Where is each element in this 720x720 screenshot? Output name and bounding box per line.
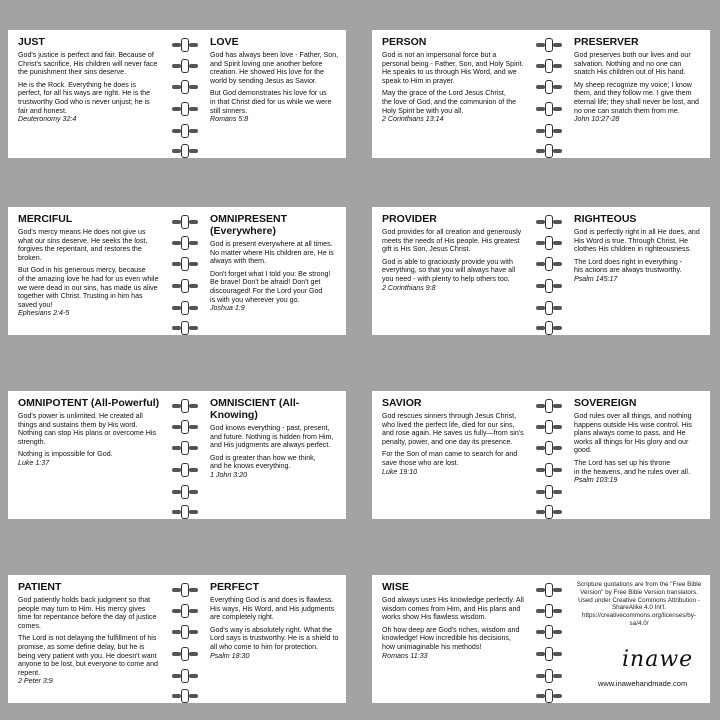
card-face-left (372, 207, 530, 335)
binder-ring-icon (536, 399, 562, 413)
scripture-verse: Oh how deep are God's riches, wisdom and knowledge! How incredible his decisions, how unimaginable his methods! (382, 625, 520, 651)
flash-card (8, 391, 346, 519)
scripture-reference: John 10:27-28 (574, 115, 620, 124)
binder-ring-icon (536, 124, 562, 138)
card-title: SAVIOR (382, 397, 422, 409)
binder-ring-icon (536, 102, 562, 116)
binder-ring-icon (536, 604, 562, 618)
card-description: Everything God is and does is flawless. His ways, His Word, and His judgments are completely right. (210, 596, 335, 622)
flash-card (8, 575, 346, 703)
scripture-reference: Joshua 1:9 (210, 304, 245, 313)
brand-logo: inawe (622, 647, 694, 672)
binder-ring-icon (172, 124, 198, 138)
card-description: God rescues sinners through Jesus Christ, who lived the perfect life, died for our sins, and rose again. He saves us fully—from sin's penalty, power, and one day its presence. (382, 412, 524, 446)
card-title: OMNIPOTENT (All-Powerful) (18, 397, 160, 409)
card-face-right (568, 207, 710, 335)
scripture-reference: Romans 11:33 (382, 651, 428, 660)
binder-ring-icon (536, 689, 562, 703)
binder-ring-icon (536, 144, 562, 158)
binder-ring-icon (172, 647, 198, 661)
scripture-reference: Psalm 18:30 (210, 651, 250, 660)
card-face-left (8, 207, 166, 335)
card-face-right (204, 30, 346, 158)
scripture-reference: Luke 1:37 (18, 458, 50, 467)
card-title: LOVE (210, 36, 239, 48)
binder-ring-icon (536, 215, 562, 229)
binder-ring-icon (172, 215, 198, 229)
binder-ring-icon (172, 669, 198, 683)
card-title: MERCIFUL (18, 213, 73, 225)
binder-ring-icon (172, 102, 198, 116)
scripture-reference: Luke 19:10 (382, 467, 418, 476)
scripture-verse: The Lord has set up his throne in the heavens, and he rules over all. (574, 458, 690, 476)
card-title: SOVEREIGN (574, 397, 637, 409)
binder-ring-icon (172, 144, 198, 158)
binder-ring-icon (536, 59, 562, 73)
scripture-verse: For the Son of man came to search for and save those who are lost. (382, 450, 518, 467)
scripture-verse: God is able to graciously provide you with everything, so that you will always have all you need - with plenty to help others too. (382, 257, 516, 283)
binder-ring-icon (172, 236, 198, 250)
card-face-left (372, 575, 530, 703)
card-title: OMNIPRESENT (Everywhere) (210, 213, 288, 237)
binder-ring-icon (536, 505, 562, 519)
website-url[interactable]: www.inawehandmade.com (598, 679, 688, 688)
binder-ring-icon (172, 441, 198, 455)
scripture-verse: But God in his generous mercy, because of the amazing love he had for us even while we were dead in our sins, has made us alive together with Christ. Trusting in him has saved you! (18, 266, 159, 309)
card-description: God is not an impersonal force but a personal being - Father, Son, and Holy Spirit. He speaks to us through His Word, and we speak to Him in prayer. (382, 51, 524, 85)
binder-ring-icon (536, 236, 562, 250)
spiral-binding (166, 30, 204, 158)
binder-ring-icon (536, 669, 562, 683)
binder-ring-icon (172, 583, 198, 597)
scripture-reference: Psalm 145:17 (574, 274, 618, 283)
card-description: God has always been love - Father, Son, and Spirit loving one another before creation. He showed His love for the world by sending Jesus as Savior. (210, 51, 339, 85)
scripture-reference: Ephesians 2:4-5 (18, 309, 70, 318)
card-description: God is present everywhere at all times. No matter where His children are, He is always with them. (210, 240, 334, 266)
scripture-verse: May the grace of the Lord Jesus Christ, the love of God, and the communion of the Holy Spirit be with you all. (382, 89, 517, 115)
card-description: God's justice is perfect and fair. Because of Christ's sacrifice, His children will never face the punishment their sins deserve. (18, 51, 158, 77)
scripture-reference: 2 Peter 3:9 (18, 677, 53, 686)
scripture-verse: Nothing is impossible for God. (18, 450, 113, 459)
scripture-reference: Romans 5:8 (210, 115, 249, 124)
spiral-binding (530, 575, 568, 703)
card-title: OMNISCIENT (All-Knowing) (210, 397, 300, 421)
card-face-right (204, 575, 346, 703)
binder-ring-icon (536, 485, 562, 499)
binder-ring-icon (172, 420, 198, 434)
card-face-left (372, 391, 530, 519)
scripture-verse: But God demonstrates his love for us in that Christ died for us while we were still sinners. (210, 89, 332, 115)
card-description: God patiently holds back judgment so that people may turn to Him. His mercy gives time for repentance before the day of justice comes. (18, 596, 157, 630)
spiral-binding (530, 30, 568, 158)
binder-ring-icon (172, 279, 198, 293)
binder-ring-icon (536, 38, 562, 52)
card-face-left (8, 391, 166, 519)
binder-ring-icon (536, 279, 562, 293)
scripture-verse: God's way is absolutely right. What the Lord says is trustworthy. He is a shield to all who come to him for protection. (210, 625, 339, 651)
binder-ring-icon (536, 420, 562, 434)
card-title: WISE (382, 581, 409, 593)
attribution-panel (568, 575, 710, 703)
flash-card (8, 207, 346, 335)
scripture-reference: 2 Corinthians 13:14 (382, 115, 444, 124)
card-description: God always uses His knowledge perfectly. All wisdom comes from Him, and His plans and works show His flawless wisdom. (382, 596, 524, 622)
card-title: PRESERVER (574, 36, 639, 48)
scripture-reference: 1 John 3:20 (210, 470, 248, 479)
card-description: God is perfectly right in all He does, and His Word is true. Through Christ, He clothes His children in righteousness. (574, 228, 700, 254)
scripture-reference: 2 Corinthians 9:8 (382, 283, 436, 292)
spiral-binding (530, 207, 568, 335)
card-title: JUST (18, 36, 45, 48)
card-face-right (204, 207, 346, 335)
binder-ring-icon (172, 257, 198, 271)
binder-ring-icon (172, 59, 198, 73)
spiral-binding (166, 391, 204, 519)
binder-ring-icon (172, 301, 198, 315)
card-face-right (204, 391, 346, 519)
binder-ring-icon (172, 38, 198, 52)
binder-ring-icon (536, 80, 562, 94)
scripture-verse: God is greater than how we think, and he knows everything. (210, 453, 316, 471)
card-title: PROVIDER (382, 213, 437, 225)
scripture-verse: He is the Rock. Everything he does is perfect, for all his ways are right. He is the trustworthy God who is never unjust; he is fair and honest. (18, 80, 151, 115)
card-description: God provides for all creation and generously meets the needs of His people. His greatest gift is His Son, Jesus Christ. (382, 228, 522, 254)
card-face-left (372, 30, 530, 158)
binder-ring-icon (536, 301, 562, 315)
card-title: PATIENT (18, 581, 62, 593)
flash-card (372, 207, 710, 335)
binder-ring-icon (172, 604, 198, 618)
scripture-verse: My sheep recognize my voice; I know them, and they follow me. I give them eternal life; they shall never be lost, and no one can snatch them from me. (574, 80, 700, 115)
card-description: God rules over all things, and nothing happens outside His wise control. His plans always come to pass, and He works all things for His glory and our good. (574, 412, 692, 455)
card-face-right (568, 30, 710, 158)
binder-ring-icon (172, 80, 198, 94)
card-description: God knows everything - past, present, and future. Nothing is hidden from Him, and His judgments are always perfect. (210, 424, 334, 450)
binder-ring-icon (172, 321, 198, 335)
flash-card (372, 30, 710, 158)
scripture-reference: Deuteronomy 32:4 (18, 115, 77, 124)
binder-ring-icon (536, 321, 562, 335)
card-face-left (8, 30, 166, 158)
binder-ring-icon (172, 689, 198, 703)
card-description: God's power is unlimited. He created all things and sustains them by His word. Nothing can stop His plans or overcome His strength. (18, 412, 156, 446)
binder-ring-icon (172, 485, 198, 499)
binder-ring-icon (536, 257, 562, 271)
binder-ring-icon (172, 625, 198, 639)
license-credit: Scripture quotations are from the "Free Bible Version" by Free Bible Version translators. Used under Creative Commons Attribution - ShareAlike 4.0 Int'l. https://creativecommons.org/licenses/by-sa/4.0/ (576, 581, 702, 627)
card-description: God preserves both our lives and our salvation. Nothing and no one can snatch His children out of His hand. (574, 51, 691, 77)
card-description: God's mercy means He does not give us what our sins deserve. He seeks the lost, forgives the repentant, and restores the broken. (18, 228, 148, 262)
binder-ring-icon (172, 399, 198, 413)
binder-ring-icon (536, 625, 562, 639)
binder-ring-icon (536, 441, 562, 455)
card-title: PERFECT (210, 581, 260, 593)
scripture-verse: The Lord is not delaying the fulfillment of his promise, as some define delay, but he is being very patient with you. He doesn't want anyone to be lost, but everyone to come and repent. (18, 634, 158, 677)
card-title: PERSON (382, 36, 427, 48)
flash-card (372, 575, 710, 703)
binder-ring-icon (172, 463, 198, 477)
binder-ring-icon (172, 505, 198, 519)
flash-card (372, 391, 710, 519)
spiral-binding (166, 207, 204, 335)
flash-card (8, 30, 346, 158)
binder-ring-icon (536, 583, 562, 597)
scripture-verse: The Lord does right in everything - his actions are always trustworthy. (574, 257, 683, 275)
card-face-right (568, 391, 710, 519)
spiral-binding (530, 391, 568, 519)
spiral-binding (166, 575, 204, 703)
card-face-left (8, 575, 166, 703)
scripture-verse: Don't forget what I told you: Be strong! Be brave! Don't be afraid! Don't get discouraged! For the Lord your God is with you wherever you go. (210, 269, 331, 304)
binder-ring-icon (536, 647, 562, 661)
card-title: RIGHTEOUS (574, 213, 637, 225)
scripture-reference: Psalm 103:19 (574, 476, 618, 485)
binder-ring-icon (536, 463, 562, 477)
